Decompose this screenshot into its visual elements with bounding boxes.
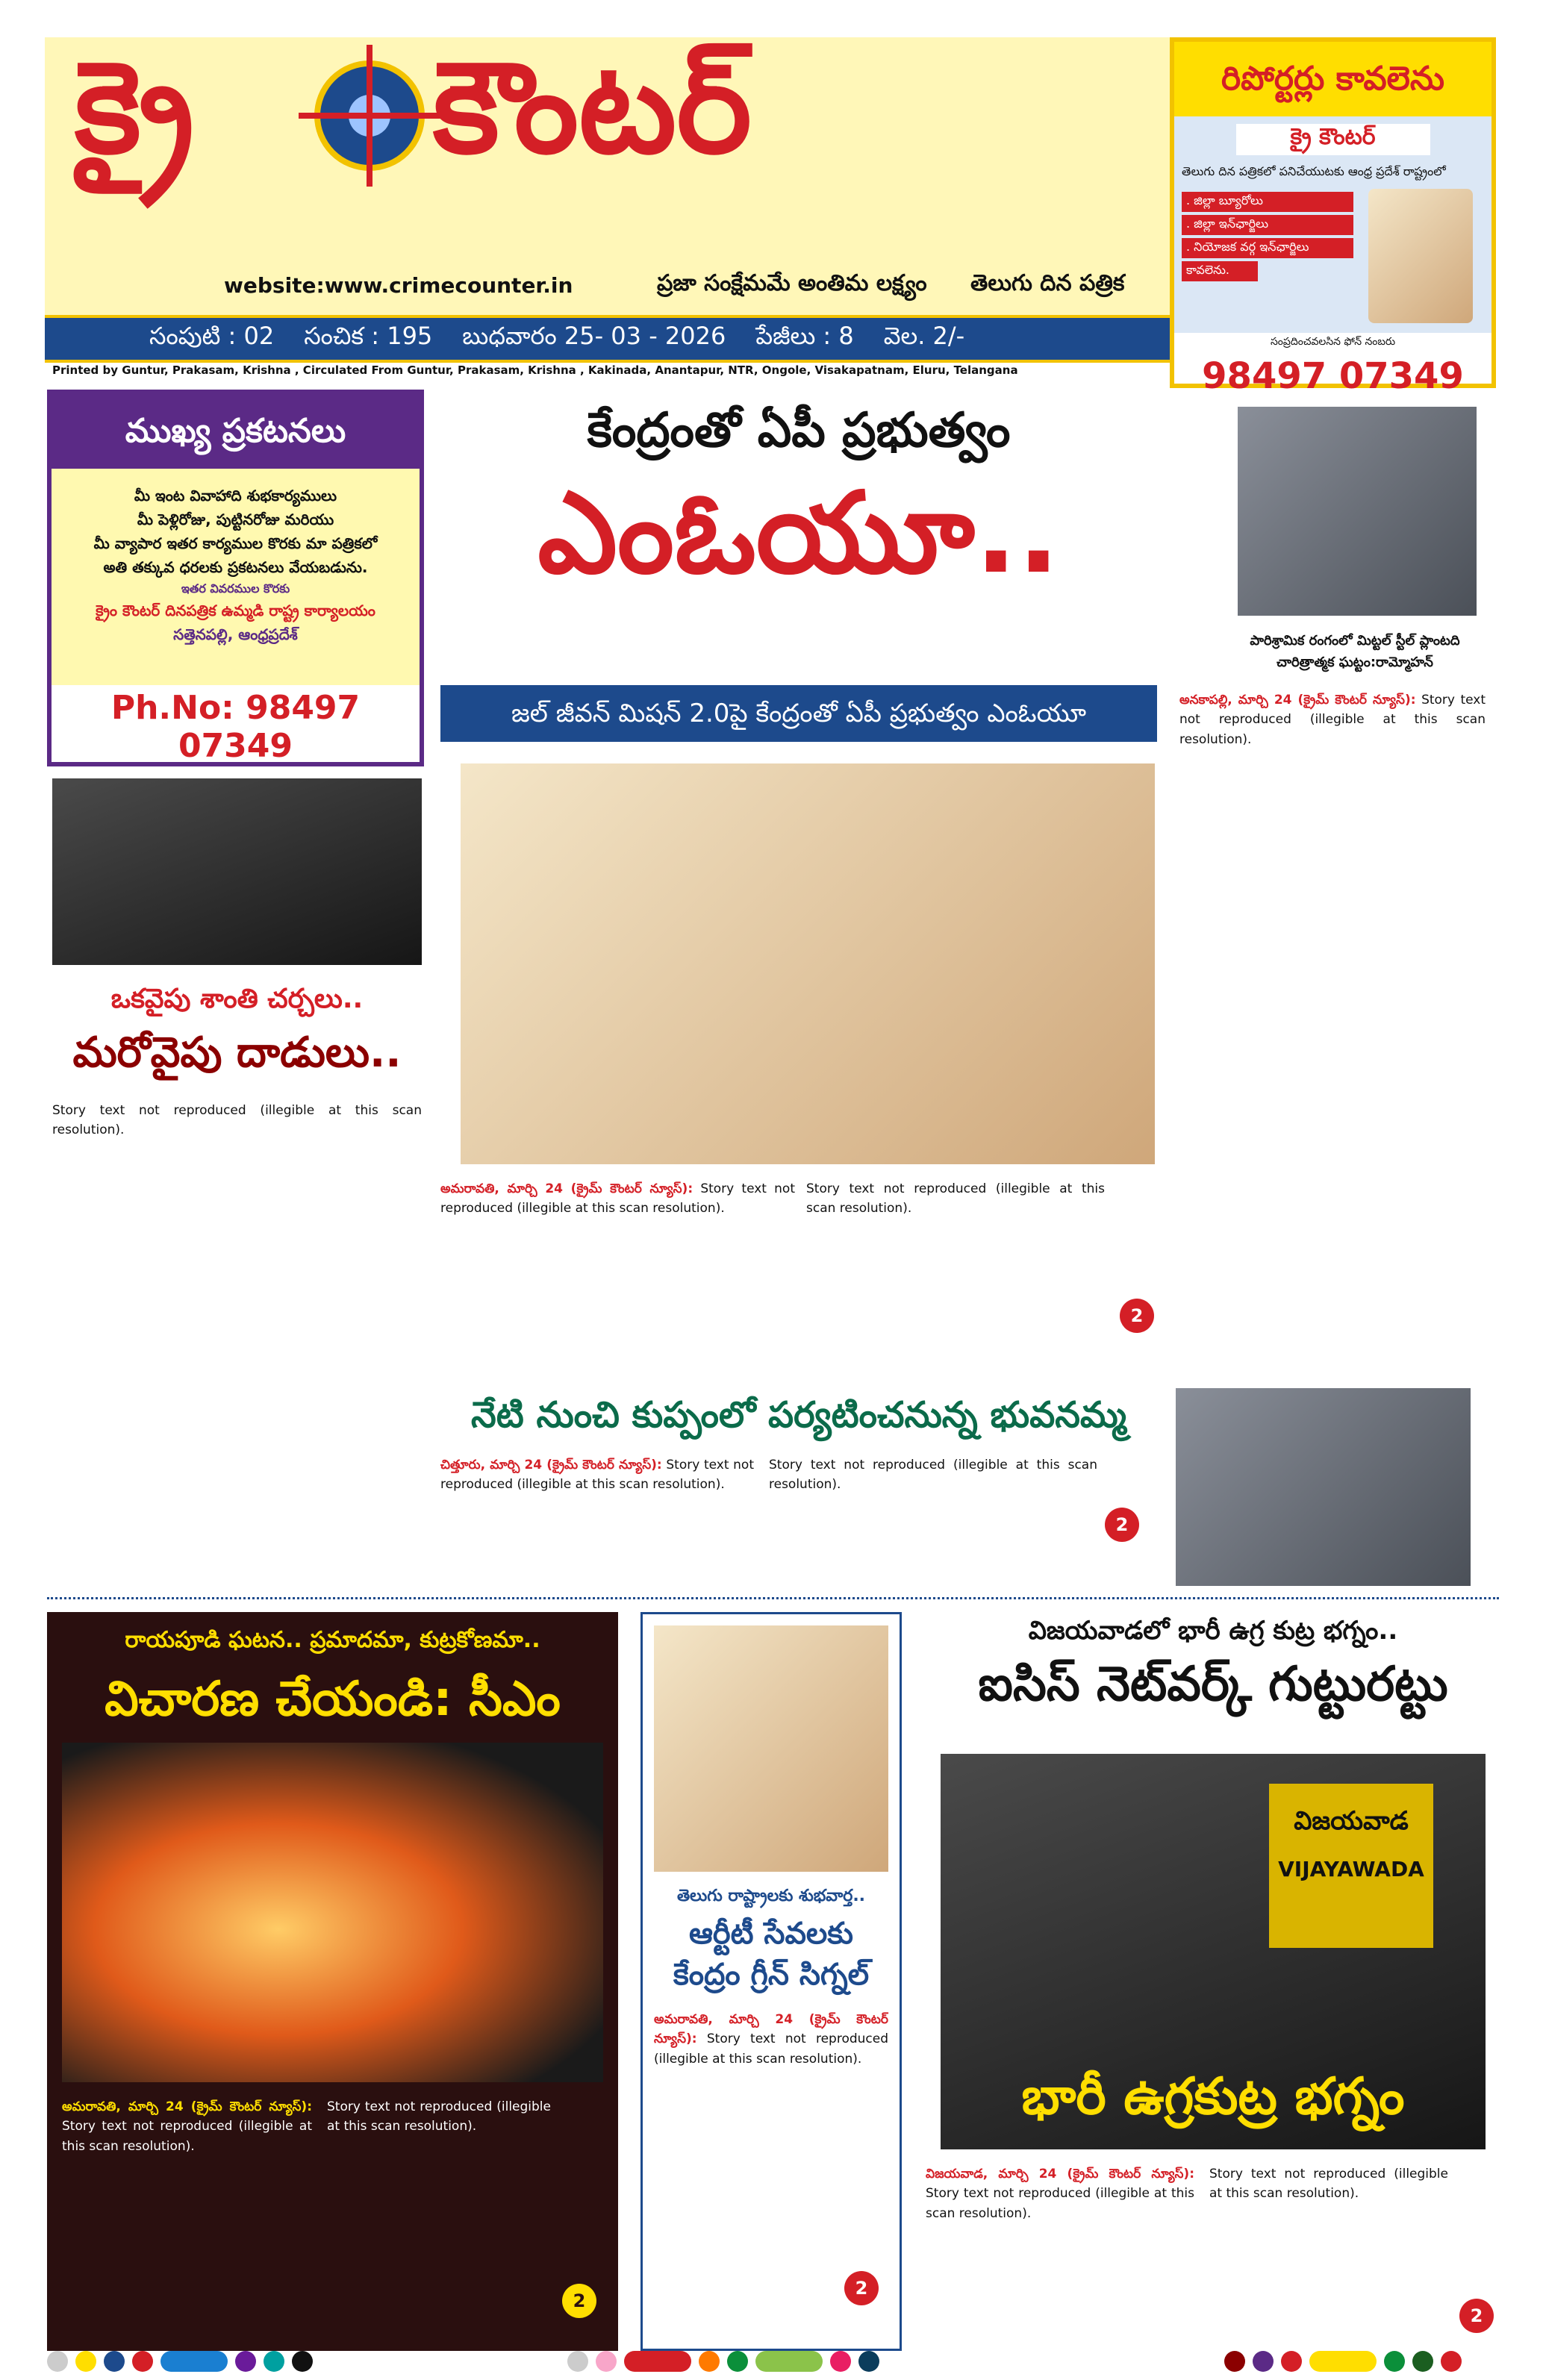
lead-photo (461, 763, 1155, 1164)
rayapudi-text-right: Story text not reproduced (illegible at this scan resolution). (327, 2099, 551, 2134)
war-headline: మరోవైపు దాడులు.. (72, 1028, 402, 1077)
rtc-continued-badge: 2 (844, 2271, 879, 2305)
ad-item: . జిల్లా బ్యూరోలు (1182, 192, 1353, 212)
ad-model-photo (1368, 189, 1473, 323)
announcements-ad (47, 390, 424, 766)
ad-contact-label: సంప్రదించవలసిన ఫోన్ నంబరు (1270, 336, 1396, 348)
isis-dateline: విజయవాడ, మార్చి 24 (క్రైమ్ కౌంటర్ న్యూస్): (926, 2167, 1194, 2181)
rtc-kicker: తెలుగు రాష్ట్రాలకు శుభవార్త.. (676, 1887, 866, 1905)
lead-text-left (440, 1179, 795, 1373)
rayapudi-dateline: అమరావతి, మార్చి 24 (క్రైమ్ కౌంటర్ న్యూస్): (62, 2099, 312, 2114)
isis-text-left (926, 2164, 1194, 2343)
announcement-line: అతి తక్కువ ధరలకు ప్రకటనలు వేయబడును. (103, 558, 368, 576)
war-photo (52, 778, 422, 965)
volume: సంపుటి : 02 (149, 322, 275, 350)
bhuvanamma-text-left (440, 1455, 754, 1582)
announcement-line: మీ ఇంట వివాహాది శుభకార్యములు (134, 487, 337, 505)
logo-left-text: క్రై (75, 34, 195, 182)
ad-brand: క్రై కౌంటర్ (1236, 124, 1430, 155)
rtc-headline-2: కేంద్రం గ్రీన్ సిగ్నల్ (673, 1958, 870, 1992)
logo-right-text: కౌంటర్ (433, 34, 752, 182)
reporters-wanted-ad (1170, 37, 1496, 397)
announcement-line: మీ వ్యాపార ఇతర కార్యముల కొరకు మా పత్రికలో (93, 534, 378, 552)
lead-body-left: Story text not reproduced (illegible at this scan resolution). (440, 1181, 796, 1216)
tagline: ప్రజా సంక్షేమమే అంతిమ లక్ష్యం (657, 270, 927, 296)
isis-headline: ఐసిస్ నెట్‌వర్క్ గుట్టురట్టు (978, 1657, 1448, 1712)
isis-box (926, 1612, 1500, 2351)
announcements-body (52, 469, 420, 685)
side-body: Story text not reproduced (illegible at this scan resolution). (1179, 693, 1486, 747)
rayapudi-continued-badge: 2 (562, 2284, 596, 2318)
rayapudi-kicker: రాయపూడి ఘటన.. ప్రమాదమా, కుట్రకోణమా.. (125, 1627, 540, 1653)
ad-description: తెలుగు దిన పత్రికలో పనిచేయుటకు ఆంధ్ర ప్రదేశ్ రాష్ట్రంలో (1182, 164, 1446, 178)
section-divider (47, 1597, 1499, 1599)
paper-type: తెలుగు దిన పత్రిక (970, 270, 1125, 296)
issue-bar (45, 315, 1173, 363)
announcement-line: మీ పెళ్లిరోజు, పుట్టినరోజు మరియు (137, 510, 334, 528)
bhuvanamma-photo (1176, 1388, 1471, 1586)
isis-body-left: Story text not reproduced (illegible at this scan resolution). (926, 2186, 1194, 2221)
rayapudi-text-left (62, 2097, 312, 2336)
isis-photo (941, 1754, 1486, 2149)
ad-phone: 98497 07349 (1202, 355, 1464, 397)
color-registration-left (47, 2351, 313, 2372)
page-count: పేజీలు : 8 (755, 322, 854, 350)
rtc-body: Story text not reproduced (illegible at this scan resolution). (654, 2031, 889, 2067)
masthead (45, 34, 1173, 350)
ad-item: . జిల్లా ఇన్‌ఛార్జిలు (1182, 215, 1353, 235)
side-text (1179, 690, 1486, 1347)
bhuvanamma-headline: నేటి నుంచి కుప్పంలో పర్యటించనున్న భువనమ్మ (471, 1394, 1126, 1436)
rtc-headline-1: ఆర్టీటీ సేవలకు (688, 1917, 854, 1951)
rayapudi-photo (62, 1743, 603, 2082)
rayapudi-headline: విచారణ చేయండి: సీఎం (105, 1672, 561, 1727)
lead-dateline: అమరావతి, మార్చి 24 (క్రైమ్ కౌంటర్ న్యూస్): (440, 1181, 693, 1196)
sign-telugu: విజయవాడ (1294, 1806, 1409, 1836)
rtc-dateline: అమరావతి, మార్చి 24 (క్రైమ్ కౌంటర్ న్యూస్): (654, 2012, 888, 2047)
rtc-box (640, 1612, 902, 2351)
rayapudi-body-left: Story text not reproduced (illegible at this scan resolution). (62, 2119, 312, 2154)
isis-kicker: విజయవాడలో భారీ ఉగ్ర కుట్ర భగ్నం.. (1028, 1616, 1398, 1646)
rtc-photo (654, 1625, 888, 1872)
price: వెల. 2/- (883, 322, 965, 350)
color-registration-center (567, 2351, 879, 2372)
globe-crosshair-icon (299, 45, 440, 187)
announcement-line: ఇతర వివరముల కొరకు (181, 581, 290, 596)
isis-photo-caption: భారీ ఉగ్రకుట్ర భగ్నం (1021, 2067, 1405, 2126)
lead-kicker: కేంద్రంతో ఏపీ ప్రభుత్వం (587, 403, 1011, 458)
side-caption: పారిశ్రామిక రంగంలో మిట్టల్ స్టీల్ ప్లాంటది చారిత్రాత్మక ఘట్టం:రామ్మోహన్ (1250, 633, 1460, 670)
ad-closing: కావలెను. (1182, 261, 1258, 281)
ad-item: . నియోజక వర్గ ఇన్‌ఛార్జిలు (1182, 238, 1353, 258)
bhuvanamma-text-right: Story text not reproduced (illegible at this scan resolution). (769, 1458, 1097, 1493)
announcement-line: సత్తెనపల్లి, ఆంధ్రప్రదేశ్ (173, 625, 298, 643)
sign-english: VIJAYAWADA (1278, 1857, 1424, 1881)
vijayawada-sign (1269, 1784, 1433, 1948)
isis-text-right: Story text not reproduced (illegible at this scan resolution). (1209, 2167, 1448, 2202)
side-dateline: అనకాపల్లి, మార్చి 24 (క్రైమ్ కౌంటర్ న్యూస్): (1179, 693, 1416, 708)
war-kicker: ఒకవైపు శాంతి చర్చలు.. (110, 984, 364, 1014)
website-url[interactable]: website:www.crimecounter.in (224, 273, 573, 298)
lead-text-right: Story text not reproduced (illegible at this scan resolution). (806, 1181, 1105, 1216)
color-registration-right (1224, 2351, 1462, 2372)
bhuvanamma-dateline: చిత్తూరు, మార్చి 24 (క్రైమ్ కౌంటర్ న్యూస్): (440, 1458, 662, 1472)
ad-body (1174, 116, 1491, 333)
bhuvanamma-continued-badge: 2 (1105, 1508, 1139, 1542)
rayapudi-box (47, 1612, 618, 2351)
isis-continued-badge: 2 (1459, 2299, 1494, 2333)
ad-title: రిపోర్టర్లు కావలెను (1174, 42, 1491, 116)
printed-by-line: Printed by Guntur, Prakasam, Krishna , Circulated From Guntur, Prakasam, Krishna , Kakinada, Anantapur, NTR, Ongole, Visakapatnam, Eluru, Telangana (52, 363, 1018, 377)
announcements-phone: Ph.No: 98497 07349 (110, 689, 361, 765)
announcement-line: క్రైం కౌంటర్ దినపత్రిక ఉమ్మడి రాష్ట్ర కార్యాలయం (96, 601, 375, 619)
announcements-title: ముఖ్య ప్రకటనలు (52, 394, 420, 469)
issue-number: సంచిక : 195 (304, 322, 433, 350)
lead-headline: ఎంఓయూ.. (537, 469, 1060, 599)
bhuvanamma-body-left: Story text not reproduced (illegible at this scan resolution). (440, 1458, 754, 1493)
issue-date: బుధవారం 25- 03 - 2026 (462, 322, 726, 350)
war-text: Story text not reproduced (illegible at this scan resolution). (52, 1103, 422, 1138)
lead-continued-badge: 2 (1120, 1299, 1154, 1333)
lead-subhead: జల్ జీవన్ మిషన్ 2.0పై కేంద్రంతో ఏపీ ప్రభుత్వం ఎంఓయూ (440, 685, 1157, 742)
side-photo (1238, 407, 1477, 616)
